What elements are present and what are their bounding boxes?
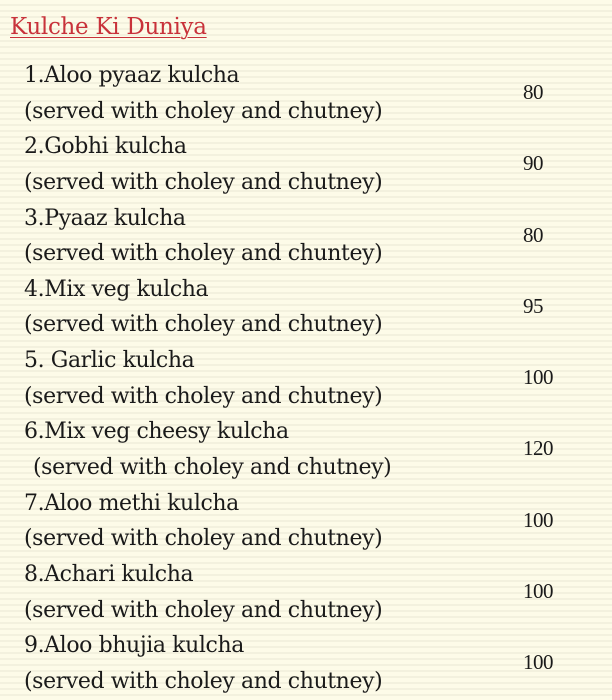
item-price: 80 <box>523 80 543 104</box>
menu-item <box>24 343 584 414</box>
item-name: 5. Garlic kulcha <box>24 348 195 374</box>
menu-item <box>24 58 584 129</box>
menu-item <box>24 486 584 557</box>
item-description: (served with choley and chutney) <box>24 597 383 623</box>
menu-item <box>24 628 584 699</box>
menu-item <box>24 557 584 628</box>
item-name: 1.Aloo pyaaz kulcha <box>24 63 240 88</box>
item-price: 100 <box>523 579 553 604</box>
item-description: (served with choley and chutney) <box>24 668 383 694</box>
item-description: (served with choley and chuntey) <box>24 241 383 267</box>
item-description: (served with choley and chutney) <box>24 169 383 195</box>
item-price: 90 <box>523 151 543 176</box>
item-name: 4.Mix veg kulcha <box>24 276 209 302</box>
item-description: (served with choley and chutney) <box>24 98 383 124</box>
item-description: (served with choley and chutney) <box>33 455 392 481</box>
item-description: (served with choley and chutney) <box>24 526 383 552</box>
menu-item <box>24 414 584 485</box>
item-price: 95 <box>523 293 543 318</box>
item-price: 100 <box>523 650 553 675</box>
item-name: 9.Aloo bhujia kulcha <box>24 633 244 659</box>
menu-list <box>24 58 584 700</box>
item-price: 100 <box>523 507 553 532</box>
item-name: 6.Mix veg cheesy kulcha <box>24 419 289 445</box>
item-description: (served with choley and chutney) <box>24 312 383 338</box>
item-name: 8.Achari kulcha <box>24 562 194 588</box>
item-price: 120 <box>523 436 553 461</box>
item-price: 80 <box>523 222 543 247</box>
item-name: 3.Pyaaz kulcha <box>24 205 186 231</box>
section-title: Kulche Ki Duniya <box>10 14 207 40</box>
item-description: (served with choley and chutney) <box>24 383 383 409</box>
item-price: 100 <box>523 365 553 390</box>
menu-item <box>24 201 584 272</box>
item-name: 2.Gobhi kulcha <box>24 134 187 160</box>
menu-item <box>24 272 584 343</box>
menu-item <box>24 129 584 200</box>
item-name: 7.Aloo methi kulcha <box>24 490 239 516</box>
